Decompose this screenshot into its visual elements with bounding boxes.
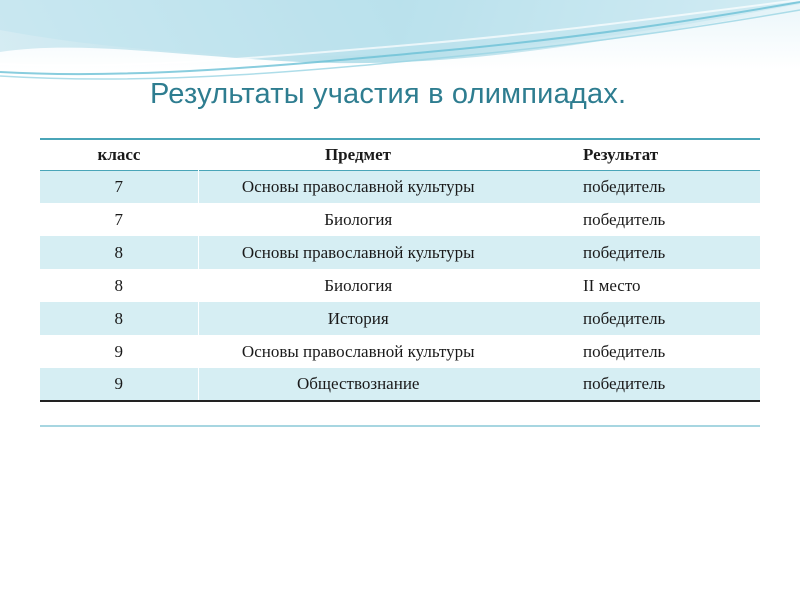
cell-result: II место <box>583 275 641 295</box>
table-row <box>40 368 760 401</box>
cell-result: победитель <box>583 341 666 361</box>
table-row <box>40 203 760 236</box>
header-subject: Предмет <box>198 139 518 170</box>
header-result: Результат <box>518 139 760 170</box>
cell-grade: 7 <box>40 170 198 203</box>
cell-grade: 8 <box>40 269 198 302</box>
table-row <box>40 236 760 269</box>
table-row <box>40 269 760 302</box>
cell-grade: 9 <box>40 368 198 401</box>
header-class: класс <box>40 139 198 170</box>
table-header-row <box>40 139 760 170</box>
cell-subject: Основы православной культуры <box>241 341 475 361</box>
results-table <box>40 138 760 402</box>
cell-subject: История <box>198 302 518 335</box>
cell-grade: 7 <box>40 203 198 236</box>
cell-subject: Биология <box>324 275 393 295</box>
cell-result: победитель <box>583 209 666 229</box>
table-row <box>40 335 760 368</box>
cell-result: победитель <box>518 170 760 203</box>
cell-grade: 9 <box>40 335 198 368</box>
slide-title: Результаты участия в олимпиадах. <box>150 78 627 110</box>
cell-result: победитель <box>518 302 760 335</box>
cell-grade: 8 <box>40 236 198 269</box>
cell-grade: 8 <box>40 302 198 335</box>
cell-result: победитель <box>518 368 760 401</box>
cell-subject: Основы православной культуры <box>198 170 518 203</box>
table-row <box>40 302 760 335</box>
cell-result: победитель <box>518 236 760 269</box>
table-bottom-rule <box>40 425 760 427</box>
cell-subject: Обществознание <box>198 368 518 401</box>
cell-subject: Основы православной культуры <box>198 236 518 269</box>
cell-subject: Биология <box>324 209 393 229</box>
table-row <box>40 170 760 203</box>
